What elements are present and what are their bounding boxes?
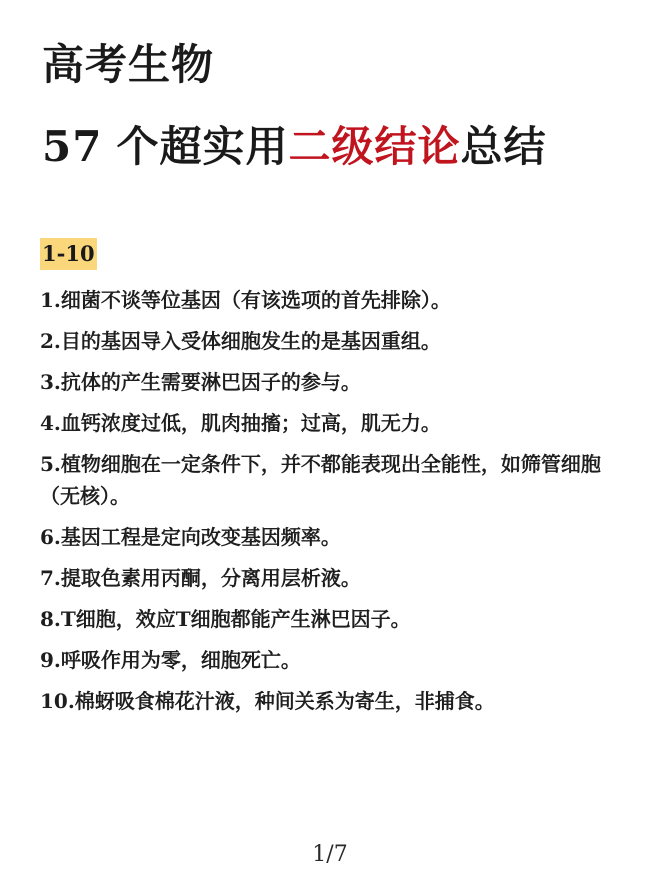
section-range-label: 1-10 [40, 238, 97, 270]
title-highlight-text: 二级结论 [288, 122, 461, 171]
list-item: 5.植物细胞在一定条件下，并不都能表现出全能性，如筛管细胞 （无核）。 [40, 452, 601, 508]
list-item: 9.呼吸作用为零，细胞死亡。 [40, 648, 301, 672]
list-item: 4.血钙浓度过低，肌肉抽搐；过高，肌无力。 [40, 411, 441, 435]
title-text-post: 总结 [460, 122, 547, 171]
list-item: 3.抗体的产生需要淋巴因子的参与。 [40, 370, 361, 394]
list-item: 1.细菌不谈等位基因（有该选项的首先排除）。 [40, 288, 451, 312]
list-item: 10.棉蚜吸食棉花汁液，种间关系为寄生，非捕食。 [40, 689, 495, 713]
page-title-line-2 [42, 122, 547, 171]
list-item: 7.提取色素用丙酮，分离用层析液。 [40, 566, 361, 590]
list-item: 6.基因工程是定向改变基因频率。 [40, 525, 341, 549]
title-text-pre: 个超实用 [116, 122, 289, 171]
list-item: 2.目的基因导入受体细胞发生的是基因重组。 [40, 329, 441, 353]
conclusion-list [40, 284, 625, 726]
page-indicator: 1/7 [312, 842, 348, 867]
title-number: 57 [42, 122, 103, 171]
list-item: 8.T细胞，效应T细胞都能产生淋巴因子。 [40, 607, 411, 631]
page-title-line-1: 高考生物 [42, 40, 215, 89]
